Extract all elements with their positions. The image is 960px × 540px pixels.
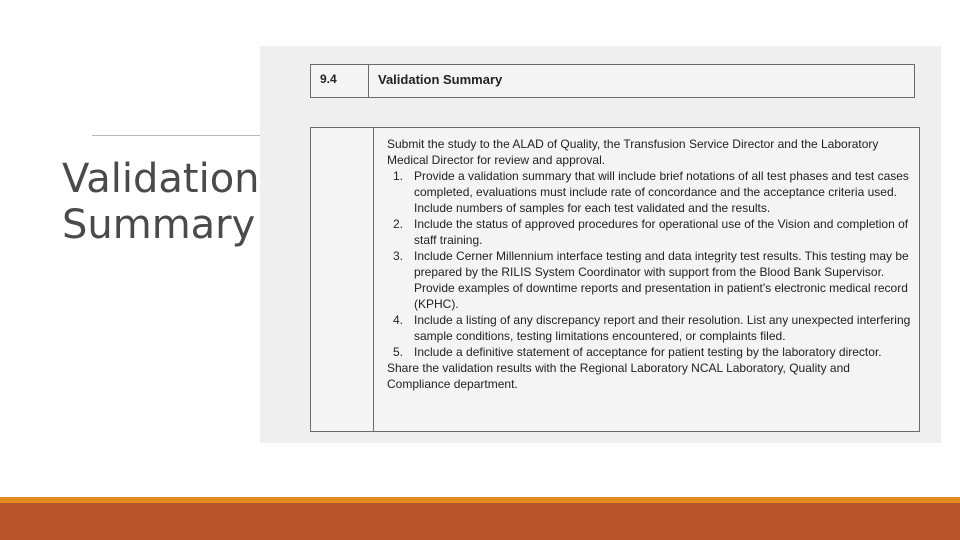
section-number: 9.4	[311, 65, 369, 97]
list-item	[387, 168, 915, 216]
section-header-table	[310, 64, 915, 98]
list-item-text: Include the status of approved procedures for operational use of the Vision and completion of staff training.	[414, 217, 909, 247]
list-item-number: 2.	[392, 217, 403, 231]
list-item-number: 5.	[392, 345, 403, 359]
slide-title-line-1: Validation	[62, 156, 260, 202]
section-title: Validation Summary	[378, 72, 503, 87]
list-item-number: 3.	[392, 249, 403, 263]
list-item	[387, 344, 915, 360]
list-item-number: 4.	[392, 313, 403, 327]
list-item-text: Include a definitive statement of acceptance for patient testing by the laboratory director.	[414, 345, 882, 359]
slide-title	[62, 156, 262, 248]
section-body-left-cell	[311, 128, 374, 431]
closing-paragraph: Share the validation results with the Regional Laboratory NCAL Laboratory, Quality and Compliance department.	[387, 361, 850, 391]
intro-paragraph: Submit the study to the ALAD of Quality, the Transfusion Service Director and the Laboratory Medical Director for review and approval.	[387, 137, 879, 167]
section-body-content	[387, 136, 915, 392]
list-item-text: Include a listing of any discrepancy report and their resolution. List any unexpected interfering sample conditions, testing limitations encountered, or complaints filed.	[414, 313, 911, 343]
list-item	[387, 248, 915, 312]
section-body-table	[310, 127, 920, 432]
requirements-list	[387, 168, 915, 360]
list-item-number: 1.	[392, 169, 403, 183]
footer-bar	[0, 503, 960, 540]
slide-title-line-2: Summary	[62, 202, 256, 248]
list-item	[387, 312, 915, 344]
list-item-text: Provide a validation summary that will include brief notations of all test phases and test cases completed, evaluations must include rate of concordance and the acceptance criteria used. Include numbers of samples for each test validated and the results.	[414, 169, 909, 215]
list-item	[387, 216, 915, 248]
document-excerpt-image	[260, 46, 941, 443]
list-item-text: Include Cerner Millennium interface testing and data integrity test results. This testing may be prepared by the RILIS System Coordinator with support from the Blood Bank Supervisor. Provide examples of downtime reports and presentation in patient's electronic medical record (KPHC).	[414, 249, 909, 311]
title-divider	[92, 135, 262, 136]
